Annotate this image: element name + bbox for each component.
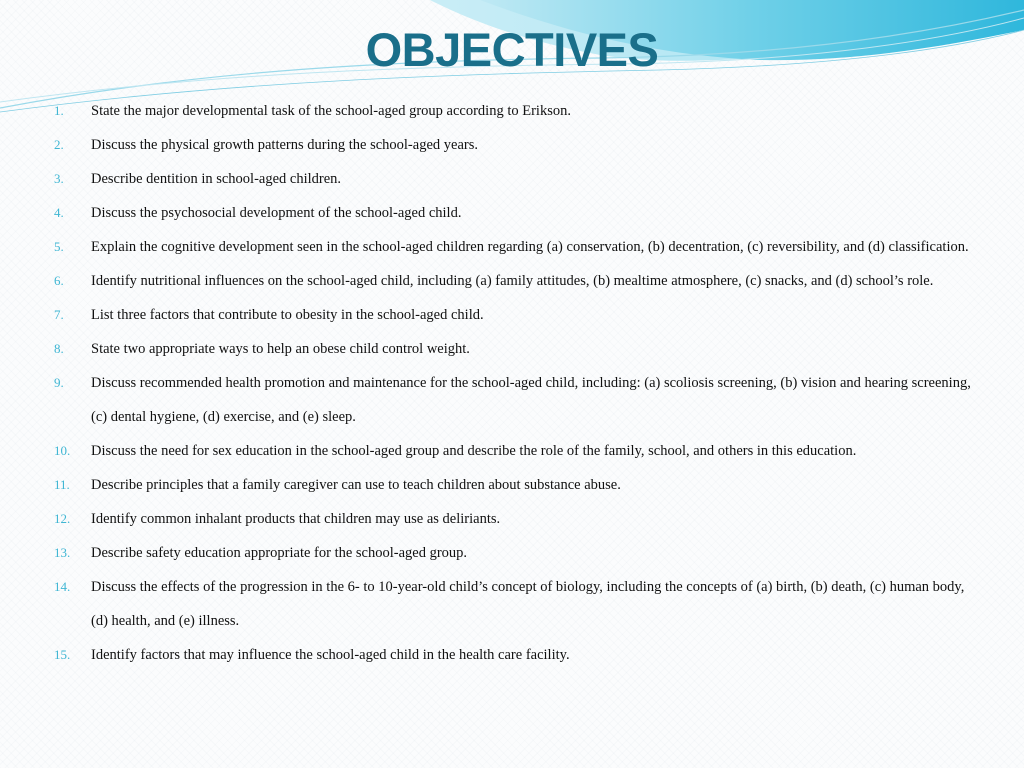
- list-item: [0, 128, 1024, 162]
- item-number: 10.: [54, 443, 71, 458]
- list-item: [0, 570, 1024, 638]
- item-text: Discuss the need for sex education in the school-aged group and describe the role of the family, school, and others in this education.: [91, 443, 857, 459]
- list-item: [0, 638, 1024, 672]
- list-item: [0, 162, 1024, 196]
- item-number: 3.: [54, 171, 64, 186]
- list-item: [0, 230, 1024, 264]
- list-item: [0, 366, 1024, 434]
- item-text: Discuss recommended health promotion and maintenance for the school-aged child, including: (a) scoliosis screening, (b) vision and hearing screening, (c) dental hygiene, (d) exercise, and (e) sleep.: [91, 375, 971, 425]
- item-number: 13.: [54, 545, 71, 560]
- item-number: 1.: [54, 103, 64, 118]
- list-item: [0, 196, 1024, 230]
- list-item: [0, 434, 1024, 468]
- item-text: State two appropriate ways to help an obese child control weight.: [91, 341, 470, 357]
- item-number: 15.: [54, 647, 71, 662]
- item-text: Describe safety education appropriate for the school-aged group.: [91, 545, 468, 561]
- slide-title: OBJECTIVES: [365, 23, 659, 76]
- item-text: List three factors that contribute to obesity in the school-aged child.: [91, 307, 484, 323]
- item-text: State the major developmental task of the school-aged group according to Erikson.: [91, 103, 571, 119]
- list-item: [0, 332, 1024, 366]
- item-text: Discuss the effects of the progression in the 6- to 10-year-old child’s concept of biology, including the concepts of (a) birth, (b) death, (c) human body, (d) health, and (e) illness.: [91, 579, 965, 629]
- item-number: 5.: [54, 239, 64, 254]
- item-number: 2.: [54, 137, 64, 152]
- list-item: [0, 298, 1024, 332]
- item-number: 12.: [54, 511, 71, 526]
- list-item: [0, 502, 1024, 536]
- objectives-list: [0, 94, 1024, 672]
- list-item: [0, 468, 1024, 502]
- item-number: 11.: [54, 477, 70, 492]
- item-number: 9.: [54, 375, 64, 390]
- item-text: Explain the cognitive development seen in the school-aged children regarding (a) conservation, (b) decentration, (c) reversibility, and (d) classification.: [91, 239, 969, 255]
- item-number: 14.: [54, 579, 71, 594]
- item-number: 4.: [54, 205, 64, 220]
- item-number: 8.: [54, 341, 64, 356]
- item-text: Discuss the psychosocial development of the school-aged child.: [91, 205, 462, 221]
- item-text: Identify common inhalant products that children may use as deliriants.: [91, 511, 501, 527]
- item-text: Describe dentition in school-aged children.: [91, 171, 342, 187]
- item-text: Identify factors that may influence the school-aged child in the health care facility.: [91, 647, 570, 663]
- item-text: Describe principles that a family caregiver can use to teach children about substance abuse.: [91, 477, 621, 493]
- item-number: 7.: [54, 307, 64, 322]
- item-text: Identify nutritional influences on the school-aged child, including (a) family attitudes, (b) mealtime atmosphere, (c) snacks, and (d) school’s role.: [91, 273, 934, 289]
- list-item: [0, 94, 1024, 128]
- list-item: [0, 536, 1024, 570]
- item-number: 6.: [54, 273, 64, 288]
- list-item: [0, 264, 1024, 298]
- item-text: Discuss the physical growth patterns during the school-aged years.: [91, 137, 478, 153]
